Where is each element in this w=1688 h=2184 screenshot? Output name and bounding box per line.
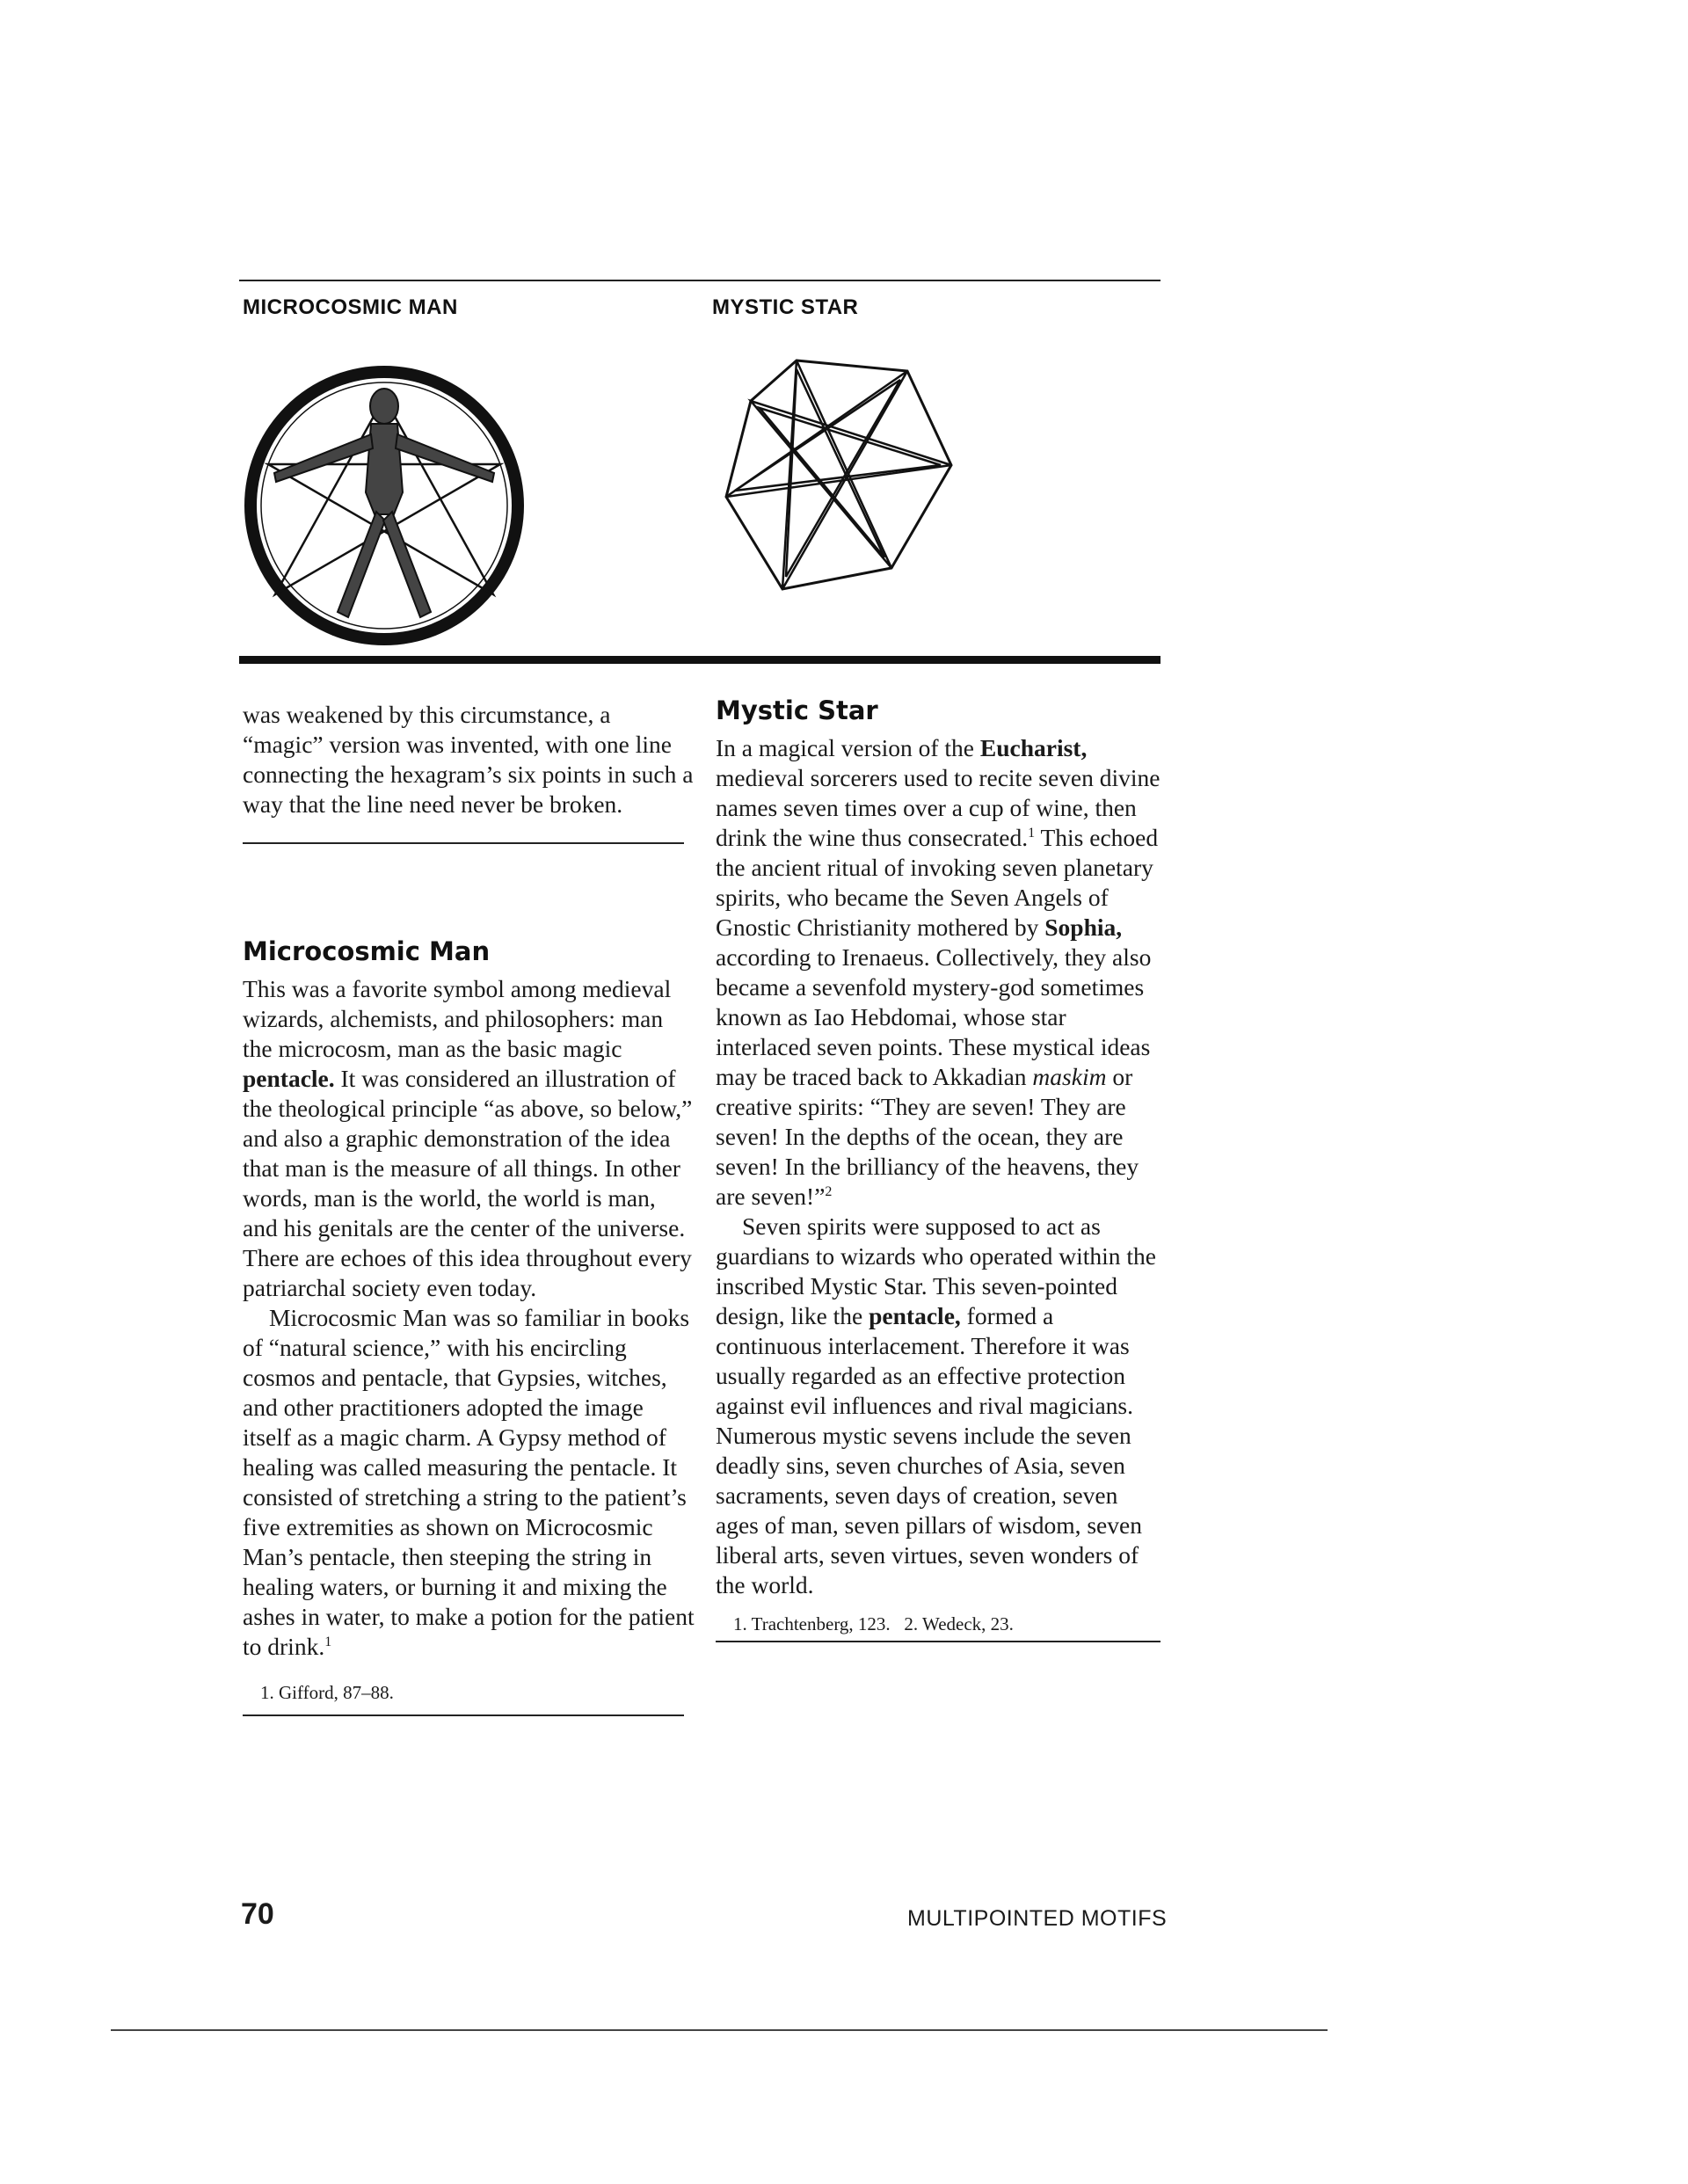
mystic-star-heading: Mystic Star — [716, 695, 878, 725]
left-column — [243, 700, 695, 1716]
footnote-ref-1: 1 — [1028, 825, 1036, 841]
ms-text-b: medieval sorcerers used to recite seven divine names seven times over a cup of wine, then drink the wine thus consecrated. — [716, 764, 1160, 851]
footnote-ref-2: 2 — [825, 1183, 833, 1199]
ms2-text-a: Seven spirits were supposed to act as guardians to wizards who operated within the inscribed Mystic Star. This seven-pointed design, like the — [716, 1212, 1156, 1329]
right-column — [716, 695, 1162, 1642]
mystic-paragraph-2 — [716, 1212, 1162, 1600]
sophia-term: Sophia, — [1044, 914, 1123, 941]
microcosmic-paragraph-1 — [243, 974, 695, 1303]
microcosmic-man-heading: Microcosmic Man — [243, 936, 491, 966]
page-number: 70 — [241, 1897, 274, 1931]
right-rule-bottom — [716, 1641, 1160, 1642]
left-rule-bottom — [243, 1714, 684, 1716]
p1-text-b: It was considered an illustration of the theological principle “as above, so below,” and also a graphic demonstration of the idea that man is the measure of all things. In other words, man is the world, the world is man, and his genitals are the center of the universe. There are echoes of this idea throughout every patriarchal society even today. — [243, 1065, 693, 1301]
ms2-text-b: formed a continuous interlacement. Therefore it was usually regarded as an effective protection against evil influences and rival magicians. Numerous mystic sevens include the seven deadly sins, seven churches of Asia, seven sacraments, seven days of creation, seven ages of man, seven pillars of wisdom, seven liberal arts, seven virtues, seven wonders of the world. — [716, 1302, 1142, 1598]
p2-text: Microcosmic Man was so familiar in books of “natural science,” with his encircling cosmos and pentacle, that Gypsies, witches, and other practitioners adopted the image itself as a magic charm. A Gypsy method of healing was called measuring the pentacle. It consisted of stretching a string to the patient’s five extremities as shown on Microcosmic Man’s pentacle, then steeping the string in healing waters, or burning it and mixing the ashes in water, to make a potion for the patient to drink. — [243, 1304, 695, 1660]
p1-text-a: This was a favorite symbol among medieval wizards, alchemists, and philosophers: man the microcosm, man as the basic magic — [243, 975, 672, 1062]
ms-text-e: or creative spirits: “They are seven! They are seven! In the depths of the ocean, they are seven! In the brilliancy of the heavens, they are seven!” — [716, 1063, 1139, 1210]
microcosmic-paragraph-2 — [243, 1303, 695, 1662]
ms-text-a: In a magical version of the — [716, 734, 980, 761]
section-divider — [239, 656, 1160, 664]
mystic-star-figure — [709, 350, 964, 605]
pentacle-term-2: pentacle, — [869, 1302, 961, 1329]
eucharist-term: Eucharist, — [979, 734, 1088, 761]
seven-pointed-star-icon — [709, 350, 964, 605]
footnote-ref: 1 — [324, 1634, 332, 1649]
mystic-paragraph-1 — [716, 733, 1162, 1212]
microcosmic-man-icon — [239, 360, 529, 651]
right-footnote: 1. Trachtenberg, 123. 2. Wedeck, 23. — [733, 1613, 1014, 1634]
microcosmic-man-figure — [239, 360, 529, 651]
ms-text-c: This echoed the ancient ritual of invoking seven planetary spirits, who became the Seven Angels of Gnostic Christianity mothered by — [716, 824, 1159, 941]
running-footer-title: MULTIPOINTED MOTIFS — [907, 1906, 1168, 1931]
header-right-title: MYSTIC STAR — [712, 295, 859, 319]
header-rule — [239, 280, 1160, 281]
continuation-paragraph: was weakened by this circumstance, a “magic” version was invented, with one line connecting the hexagram’s six points in such a way that the line need never be broken. — [243, 701, 694, 818]
ms-text-d: according to Irenaeus. Collectively, they also became a sevenfold mystery-god sometimes known as Iao Hebdomai, whose star interlaced seven points. These mystical ideas may be traced back to Akkadian — [716, 943, 1152, 1090]
left-footnote: 1. Gifford, 87–88. — [260, 1682, 394, 1703]
header-left-title: MICROCOSMIC MAN — [243, 295, 458, 319]
scan-bottom-line — [111, 2029, 1328, 2031]
maskim-term: maskim — [1032, 1063, 1107, 1090]
pentacle-term: pentacle. — [243, 1065, 335, 1092]
